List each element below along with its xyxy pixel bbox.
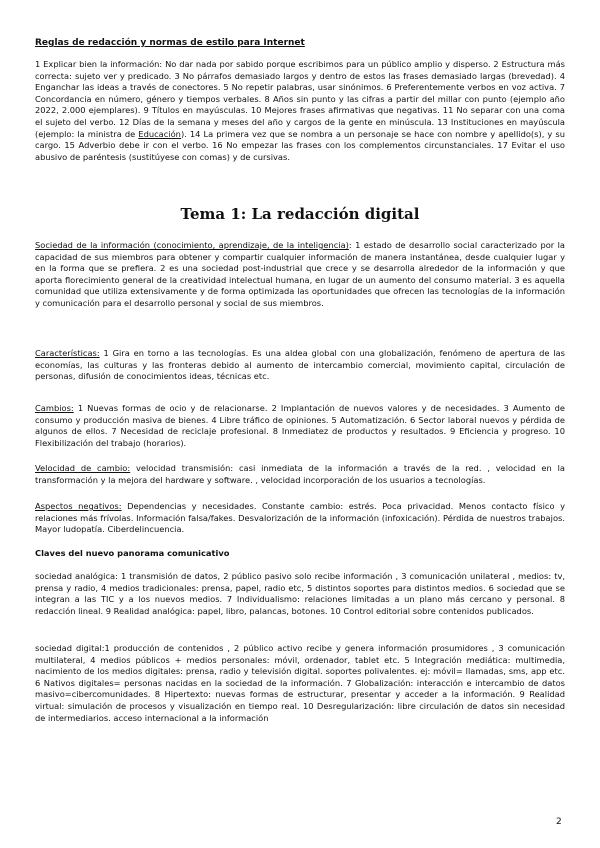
main-title: Tema 1: La redacción digital xyxy=(180,205,420,223)
section-sociedad-text: : 1 estado de desarrollo social caracterizado por la capacidad de sus miembros para obtener y compartir cualquier información de manera instantánea, desde cualquier lugar y en la forma que se prefiera. 2 es una sociedad post-industrial que crece y se desarrolla alrededor de la información y que aporta florecimiento general de la creatividad intelectual humana, en lugar de un aumento del consumo material. 3 es aquella comunidad que utiliza extensivamente y de forma optimizada las oportunidades que ofrecen las tecnologías de la información y comunicación para el desarrollo personal y social de sus miembros. xyxy=(35,240,565,308)
section-velocidad-label: Velocidad de cambio: xyxy=(35,463,131,473)
section-velocidad xyxy=(35,463,565,486)
section-cambios-label: Cambios: xyxy=(35,403,74,413)
section-digital: sociedad digital:1 producción de contenidos , 2 público activo recibe y genera información prosumidores , 3 comunicación multilateral, 4 medios públicos + medios personales: móvil, ordenador, tablet etc. 5 Integración mediática: multimedia, nacimiento de los medios digitales: prensa, radio y televisión digital. soportes polivalentes. ej: móvil= llamadas, sms, app etc. 6 Nativos digitales= personas nacidas en la sociedad de la información. 7 Globalización: interacción e intercambio de datos masivo=cibercomunidades. 8 Hipertexto: nuevas formas de estructurar, presentar y acceder a la información. 9 Realidad virtual: simulación de procesos y visualización en tiempo real. 10 Desregularización: libre circulación de datos sin necesidad de intermediarios. acceso internacional a la información xyxy=(35,643,565,723)
claves-heading: Claves del nuevo panorama comunicativo xyxy=(35,548,230,558)
section-sociedad xyxy=(35,240,565,310)
page-number: 2 xyxy=(556,817,562,827)
intro-text-part-b: ). 14 La primera vez que se nombra a un personaje se hace con nombre y apellido(s), y su cargo. 15 Adverbio debe ir con el verbo. 16 No empezar las frases con los complementos circunstanciales. 17 Evitar el uso abusivo de paréntesis (sustitúyese con comas) y de cursivas. xyxy=(35,128,565,162)
section-caracteristicas-text: 1 Gira en torno a las tecnologías. Es una aldea global con una globalización, fenómeno de apertura de las economías, las culturas y las fronteras debido al aumento de intercambio comercial, movimiento capital, circulación de personas, difusión de conocimientos ideas, técnicas etc. xyxy=(35,348,565,382)
intro-heading: Reglas de redacción y normas de estilo para Internet xyxy=(35,38,305,48)
educacion-link[interactable]: Educación xyxy=(138,128,181,139)
section-caracteristicas-label: Características: xyxy=(35,348,100,358)
section-aspectos-text: Dependencias y necesidades. Constante cambio: estrés. Poca privacidad. Menos contacto físico y relaciones más frívolas. Información falsa/fakes. Desvalorización de la información (infoxicación). Pérdida de nuestros trabajos. Mayor ludopatía. Ciberdelincuencia. xyxy=(35,501,565,535)
intro-paragraph xyxy=(35,59,565,163)
section-caracteristicas xyxy=(35,348,565,383)
section-cambios-text: 1 Nuevas formas de ocio y de relacionarse. 2 Implantación de nuevos valores y de necesidades. 3 Aumento de consumo y producción masiva de bienes. 4 Libre tráfico de opiniones. 5 Automatización. 6 Sector laboral nuevos y pérdida de algunos de ellos. 7 Necesidad de reciclaje profesional. 8 Inmediatez de productos y resultados. 9 Eficiencia y progreso. 10 Flexibilización del trabajo (horarios). xyxy=(35,403,565,448)
section-sociedad-label: Sociedad de la información (conocimiento, aprendizaje, de la inteligencia) xyxy=(35,240,349,250)
section-velocidad-text: velocidad transmisión: casi inmediata de la información a través de la red. , velocidad en la transformación y la mejora del hardware y software. , velocidad incorporación de los usuarios a tecnologías. xyxy=(35,463,565,485)
section-aspectos xyxy=(35,501,565,536)
section-analogica: sociedad analógica: 1 transmisión de datos, 2 público pasivo solo recibe información , 3 comunicación unilateral , medios: tv, prensa y radio, 4 medios tradicionales: prensa, papel, radio etc, 5 distintos soportes para distintos medios. 6 sociedad que se integran a las TIC y a los nuevos medios. 7 Individualismo: relaciones limitadas a un plano más cercano y personal. 8 redacción lineal. 9 Realidad analógica: papel, libro, palancas, botones. 10 Control editorial sobre contenidos publicados. xyxy=(35,571,565,616)
section-aspectos-label: Aspectos negativos: xyxy=(35,501,122,511)
section-cambios xyxy=(35,403,565,449)
intro-text-part-a: 1 Explicar bien la información: No dar nada por sabido porque escribimos para un público amplio y disperso. 2 Estructura más correcta: sujeto ver y predicado. 3 No párrafos demasiado largos y dentro de estos las frases demasiado largas (brevedad). 4 Enganchar las ideas a través de conectores. 5 No repetir palabras, usar sinónimos. 6 Preferentemente verbos en voz activa. 7 Concordancia en número, género y tiempos verbales. 8 Años sin punto y las cifras a partir del millar con punto (ejemplo año 2022, 2.000 ejemplares). 9 Títulos en mayúsculas. 10 Mejores frases afirmativas que negativas. 11 No separar con una coma el sujeto del verbo. 12 Días de la semana y meses del año y cargos de la gente en minúscula. 13 Instituciones en mayúscula (ejemplo: la ministra de xyxy=(35,59,565,139)
